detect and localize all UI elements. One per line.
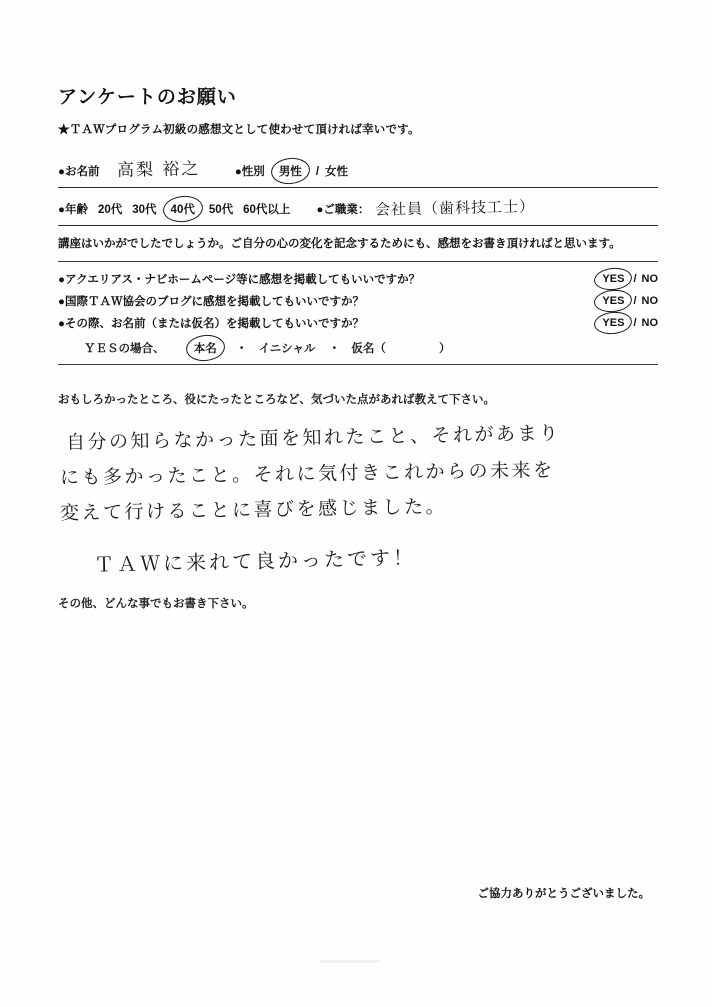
divider-identity: [58, 187, 658, 188]
gender-separator: /: [315, 166, 320, 178]
permission-question-3: ●その際、お名前（または仮名）を掲載してもいいですか？: [58, 318, 364, 330]
permission-row-2: [58, 293, 658, 309]
permission-answer-2: [598, 294, 658, 308]
free-comment-line-4: ＴＡＷに来れて良かったです！: [93, 545, 417, 577]
divider-notice: [58, 261, 658, 262]
name-style-initial[interactable]: イニシャル: [258, 343, 316, 355]
footer-thanks: ご協力ありがとうございました。: [477, 888, 650, 900]
scan-artifact: [320, 960, 380, 963]
other-comment-prompt: その他、どんな事でもお書き下さい。: [58, 598, 254, 610]
divider-profile: [58, 225, 658, 226]
permission-2-no[interactable]: NO: [641, 295, 658, 307]
permission-2-yes[interactable]: YES: [598, 294, 628, 308]
permission-3-separator: /: [633, 317, 637, 329]
name-value: 高梨 裕之: [117, 159, 202, 181]
free-comment-line-3: 変えて行けることに喜びを感じました。: [59, 495, 448, 525]
permission-1-separator: /: [633, 273, 637, 285]
permission-answer-1: [598, 272, 658, 286]
name-style-row: [84, 339, 658, 357]
form-sheet: [58, 82, 658, 803]
occupation-value: 会社員（歯科技工士）: [375, 197, 536, 219]
permission-3-yes[interactable]: YES: [598, 316, 628, 330]
permission-question-2: ●国際ＴＡＷ協会のブログに感想を掲載してもいいですか？: [58, 296, 364, 308]
permission-1-yes[interactable]: YES: [598, 272, 628, 286]
name-style-prefix: ＹＥＳの場合、: [84, 343, 165, 355]
free-comment-prompt: おもしろかったところ、役にたったところなど、気づいた点があれば教えて下さい。: [58, 394, 495, 406]
age-option-30[interactable]: 30代: [132, 204, 157, 216]
permission-1-no[interactable]: NO: [641, 273, 658, 285]
page-title: アンケートのお願い: [58, 87, 237, 108]
name-style-dot-2: ・: [328, 343, 341, 355]
permission-2-separator: /: [633, 295, 637, 307]
divider-permissions: [58, 364, 658, 365]
free-comment-line-1: 自分の知らなかった面を知れたこと、それがあまり: [65, 422, 561, 454]
age-label: ●年齢: [58, 204, 88, 216]
permission-answer-3: [598, 316, 658, 330]
form-subtitle: ★ＴＡＷプログラム初級の感想文として使わせて頂ければ幸いです。: [58, 124, 420, 136]
name-style-dot-1: ・: [235, 343, 248, 355]
permission-3-no[interactable]: NO: [641, 317, 658, 329]
age-option-40[interactable]: 40代: [167, 200, 199, 218]
age-option-60plus[interactable]: 60代以上: [243, 204, 291, 216]
name-style-realname[interactable]: 本名: [190, 339, 221, 357]
permission-row-3: [58, 315, 658, 331]
profile-row: [58, 197, 658, 218]
free-comment-line-2: にも多かったこと。それに気付きこれからの未来を: [59, 459, 555, 489]
gender-option-male[interactable]: 男性: [275, 162, 306, 180]
identity-row: [58, 155, 658, 180]
name-style-pseudonym[interactable]: 仮名（: [351, 343, 386, 355]
free-comment-answer: [58, 417, 658, 577]
permission-row-1: [58, 271, 658, 287]
other-comment-answer: [58, 623, 658, 803]
age-option-50[interactable]: 50代: [208, 204, 234, 216]
gender-option-female[interactable]: 女性: [325, 166, 349, 178]
age-option-20[interactable]: 20代: [97, 204, 123, 216]
instruction-text: 講座はいかがでしたでしょうか。ご自分の心の変化を記念するためにも、感想をお書き頂ければと思います。: [58, 238, 621, 250]
name-label: ●お名前: [58, 166, 100, 178]
name-style-pseudonym-close: ）: [439, 343, 451, 355]
permission-question-1: ●アクエリアス・ナビホームページ等に感想を掲載してもいいですか？: [58, 274, 421, 286]
occupation-label: ●ご職業：: [316, 204, 370, 216]
gender-label: ●性別: [234, 166, 265, 178]
